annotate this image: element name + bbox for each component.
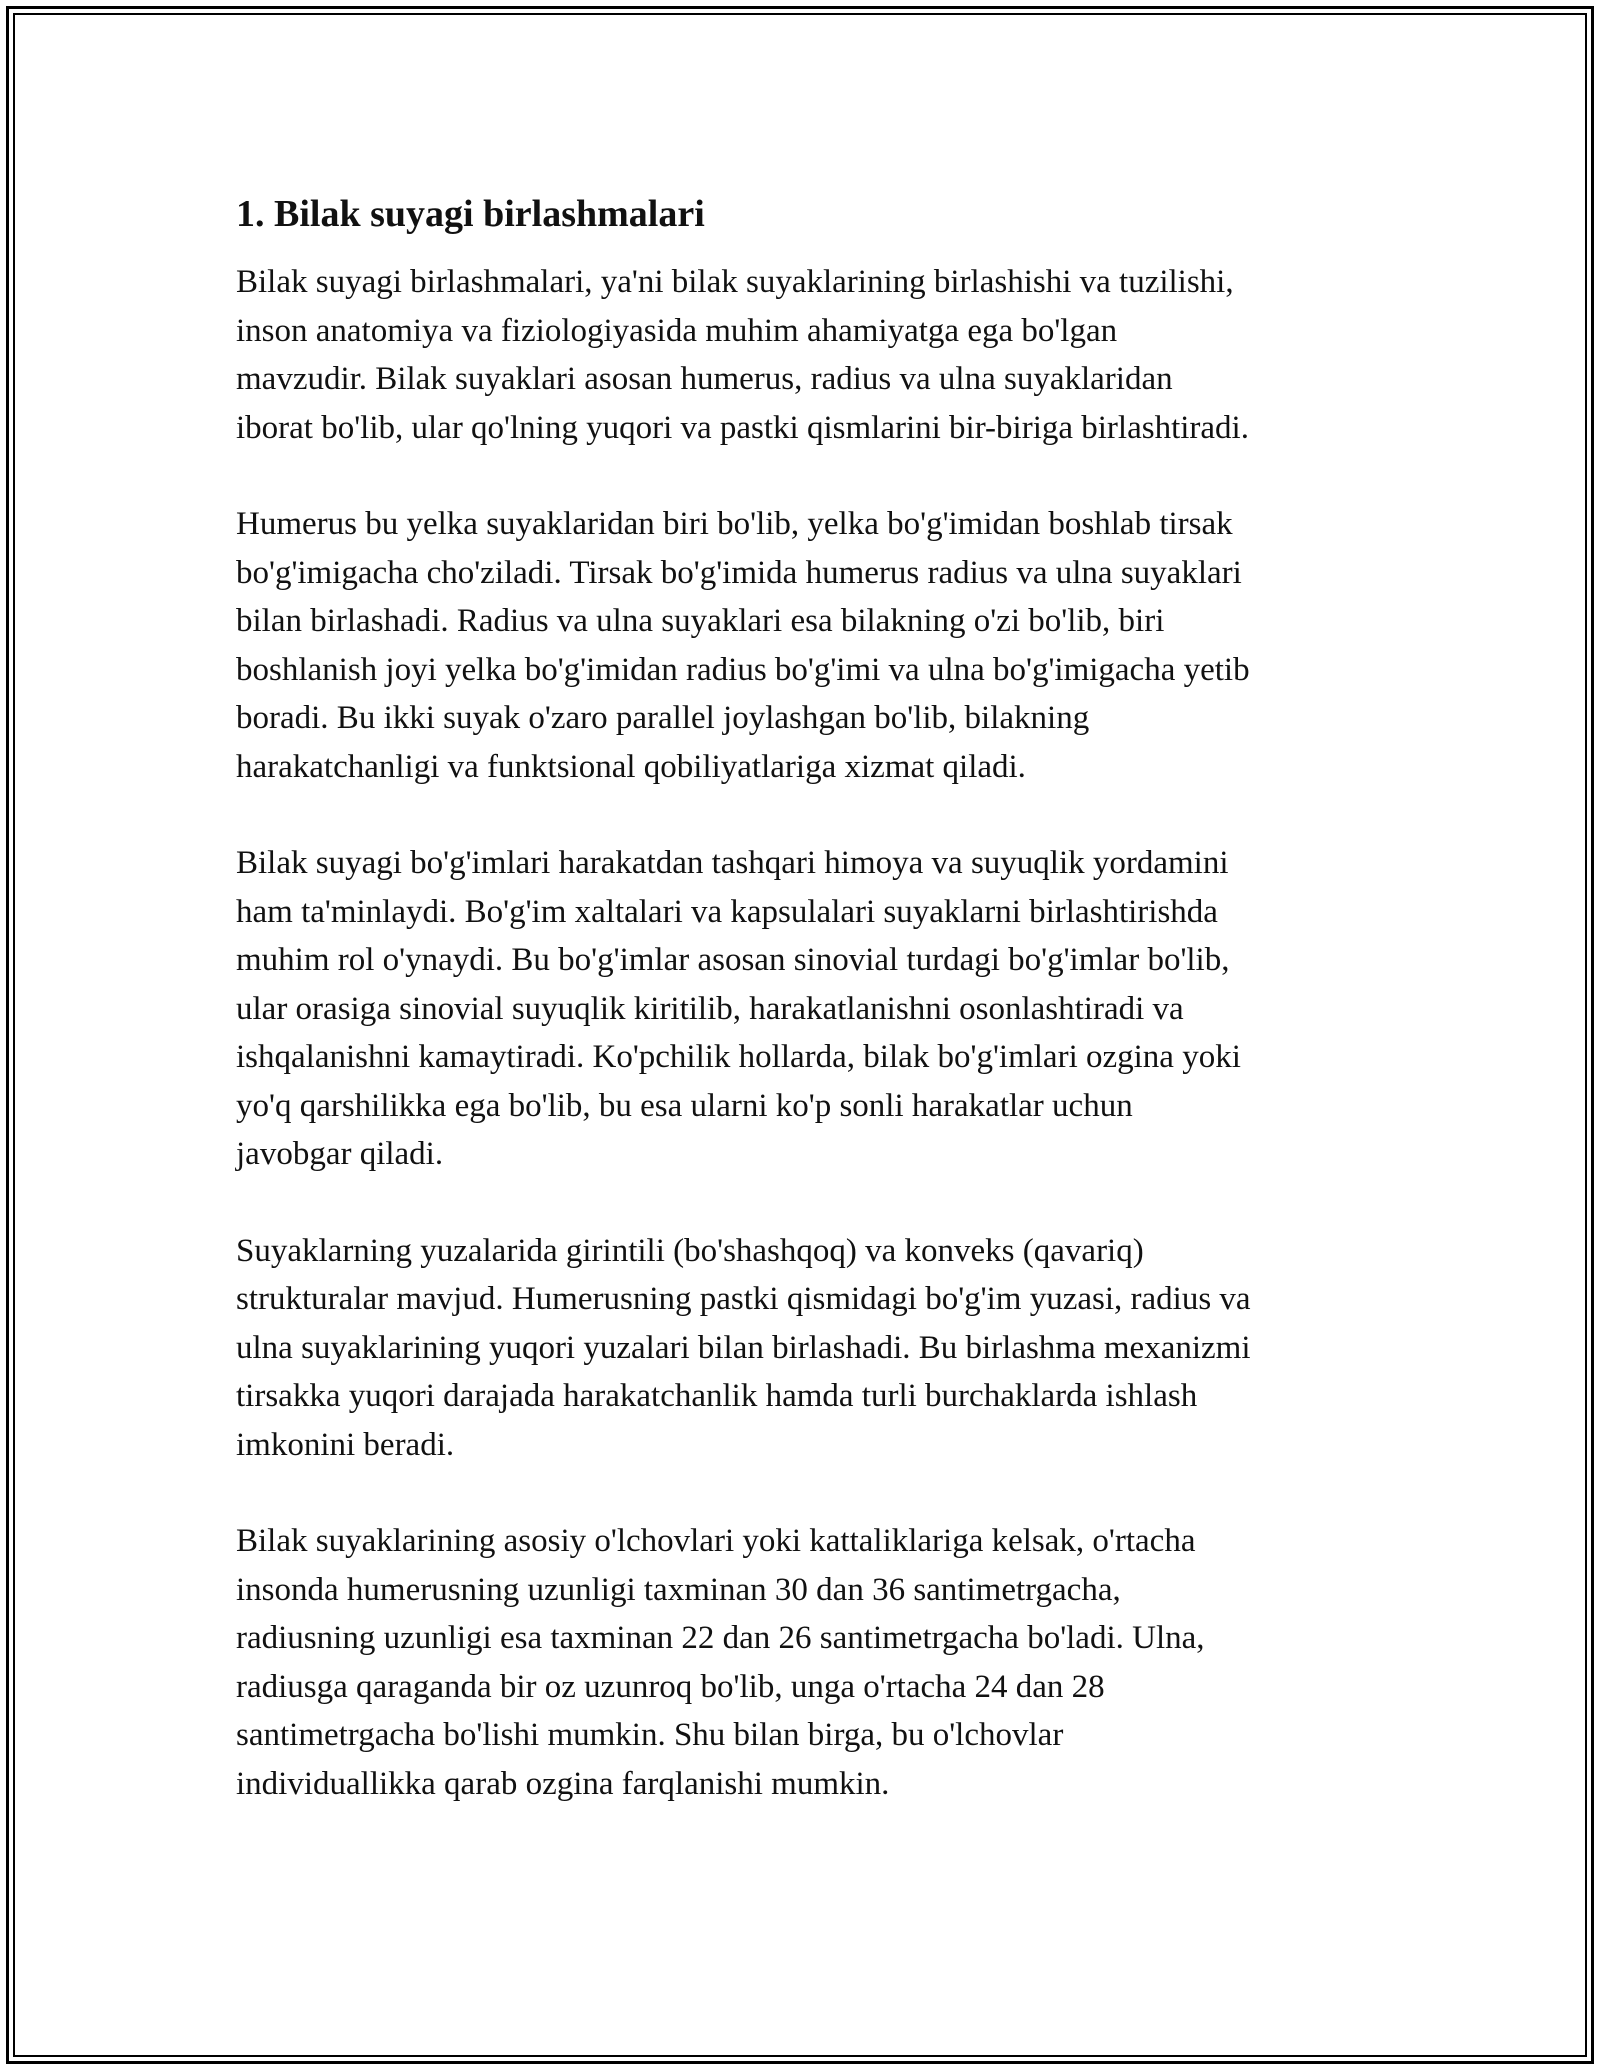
paragraph-line: ulna suyaklarining yuqori yuzalari bilan birlashadi. Bu birlashma mexanizmi — [236, 1329, 1251, 1366]
paragraph-line: radiusning uzunligi esa taxminan 22 dan 26 santimetrgacha bo'ladi. Ulna, — [236, 1620, 1205, 1656]
paragraph-line: boradi. Bu ikki suyak o'zaro parallel joylashgan bo'lib, bilakning — [236, 700, 1090, 736]
paragraph-line: santimetrgacha bo'lishi mumkin. Shu bilan birga, bu o'lchovlar — [236, 1717, 1064, 1753]
paragraph-line: inson anatomiya va fiziologiyasida muhim ahamiyatga ega bo'lgan — [236, 312, 1118, 349]
paragraph-line: javobgar qiladi. — [236, 1136, 444, 1172]
paragraph-line: strukturalar mavjud. Humerusning pastki qismidagi bo'g'im yuzasi, radius va — [236, 1281, 1251, 1317]
paragraph-line: ular orasiga sinovial suyuqlik kiritilib, harakatlanishni osonlashtiradi va — [236, 990, 1184, 1027]
paragraph-line: insonda humerusning uzunligi taxminan 30 dan 36 santimetrgacha, — [236, 1571, 1121, 1608]
paragraph-4 — [236, 1227, 1386, 1470]
paragraph-line: harakatchanligi va funktsional qobiliyatlariga xizmat qiladi. — [236, 748, 1026, 785]
paragraph-line: boshlanish joyi yelka bo'g'imidan radius bo'g'imi va ulna bo'g'imigacha yetib — [236, 651, 1250, 688]
paragraph-line: bilan birlashadi. Radius va ulna suyaklari esa bilakning o'zi bo'lib, biri — [236, 603, 1165, 639]
section-heading: 1. Bilak suyagi birlashmalari — [236, 193, 705, 235]
paragraph-3 — [236, 839, 1386, 1179]
paragraph-line: imkonini beradi. — [236, 1426, 455, 1463]
paragraph-5 — [236, 1517, 1386, 1808]
paragraph-line: radiusga qaraganda bir oz uzunroq bo'lib, unga o'rtacha 24 dan 28 — [236, 1668, 1105, 1705]
paragraph-line: Bilak suyaklarining asosiy o'lchovlari yoki kattaliklariga kelsak, o'rtacha — [236, 1523, 1196, 1559]
paragraph-line: ham ta'minlaydi. Bo'g'im xaltalari va kapsulalari suyaklarni birlashtirishda — [236, 893, 1218, 930]
paragraph-line: yo'q qarshilikka ega bo'lib, bu esa ularni ko'p sonli harakatlar uchun — [236, 1087, 1133, 1124]
paragraph-line: iborat bo'lib, ular qo'lning yuqori va pastki qismlarini bir-biriga birlashtiradi. — [236, 409, 1249, 446]
paragraph-line: Humerus bu yelka suyaklaridan biri bo'lib, yelka bo'g'imidan boshlab tirsak — [236, 506, 1233, 542]
paragraph-line: muhim rol o'ynaydi. Bu bo'g'imlar asosan sinovial turdagi bo'g'imlar bo'lib, — [236, 942, 1230, 978]
paragraph-line: Suyaklarning yuzalarida girintili (bo'shashqoq) va konveks (qavariq) — [236, 1232, 1144, 1269]
paragraph-line: ishqalanishni kamaytiradi. Ko'pchilik hollarda, bilak bo'g'imlari ozgina yoki — [236, 1039, 1241, 1075]
paragraph-1 — [236, 258, 1386, 452]
paragraph-2 — [236, 500, 1386, 791]
paragraph-line: Bilak suyagi bo'g'imlari harakatdan tashqari himoya va suyuqlik yordamini — [236, 845, 1229, 881]
paragraph-line: individuallikka qarab ozgina farqlanishi mumkin. — [236, 1765, 890, 1802]
paragraph-line: bo'g'imigacha cho'ziladi. Tirsak bo'g'imida humerus radius va ulna suyaklari — [236, 554, 1242, 591]
paragraph-line: Bilak suyagi birlashmalari, ya'ni bilak suyaklarining birlashishi va tuzilishi, — [236, 264, 1234, 300]
document-body — [236, 188, 1386, 1856]
paragraph-line: mavzudir. Bilak suyaklari asosan humerus, radius va ulna suyaklaridan — [236, 361, 1173, 397]
paragraph-line: tirsakka yuqori darajada harakatchanlik hamda turli burchaklarda ishlash — [236, 1378, 1198, 1414]
